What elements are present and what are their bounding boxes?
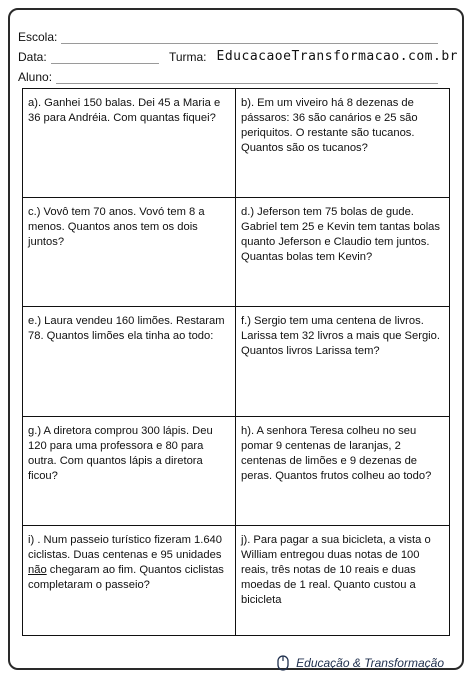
website-text: EducacaoeTransformacao.com.br xyxy=(216,49,458,64)
problem-a xyxy=(23,89,236,198)
data-label: Data: xyxy=(18,50,47,64)
problem-text: b). Em um viveiro há 8 dezenas de pássaros: 36 são canários e 25 são periquitos. O restante são tucanos. Quantos são os tucanos? xyxy=(241,97,418,154)
problem-text: i) . Num passeio turístico fizeram 1.640 ciclistas. Duas centenas e 95 unidades xyxy=(28,533,222,561)
problem-text: c.) Vovô tem 70 anos. Vovó tem 8 a menos. Quantos anos tem os dois juntos? xyxy=(28,206,205,249)
problem-j xyxy=(236,526,449,635)
problem-text: d.) Jeferson tem 75 bolas de gude. Gabriel tem 25 e Kevin tem tantas bolas quanto Jeferson e Claudio tem juntos. Quantas bolas tem Kevin? xyxy=(241,206,440,264)
problem-text-continued: chegaram ao fim. Quantos ciclistas completaram o passeio? xyxy=(28,563,224,591)
problem-i xyxy=(23,526,236,635)
data-line[interactable] xyxy=(51,51,159,64)
problem-text: f.) Sergio tem uma centena de livros. Larissa tem 32 livros a mais que Sergio. Quantos livros Larissa tem? xyxy=(241,315,440,358)
aluno-line[interactable] xyxy=(56,71,438,84)
escola-row xyxy=(18,26,438,44)
problem-d xyxy=(236,198,449,307)
problem-text: j). Para pagar a sua bicicleta, a vista o William entregou duas notas de 100 reais, três notas de 10 reais e duas moedas de 1 real. Quanto custou a bicicleta xyxy=(241,533,431,606)
escola-line[interactable] xyxy=(61,31,438,44)
problem-g xyxy=(23,417,236,526)
aluno-row xyxy=(18,66,438,84)
problem-c xyxy=(23,198,236,307)
footer-brand-text: Educação & Transformação xyxy=(296,656,444,670)
problems-grid xyxy=(22,88,450,636)
turma-label: Turma: xyxy=(168,50,207,64)
mouse-icon xyxy=(276,655,290,671)
problem-text: a). Ganhei 150 balas. Dei 45 a Maria e 36 para Andréia. Com quantas fiquei? xyxy=(28,97,221,124)
problem-b xyxy=(236,89,449,198)
escola-label: Escola: xyxy=(18,30,58,44)
problem-text: h). A senhora Teresa colheu no seu pomar 9 centenas de laranjas, 2 centenas de limões e 9 dezenas de peras. Quantos frutos colheu ao todo? xyxy=(241,424,432,482)
problem-h xyxy=(236,417,449,526)
problem-text: g.) A diretora comprou 300 lápis. Deu 120 para uma professora e 80 para outra. Com quantos lápis a diretora ficou? xyxy=(28,424,213,482)
problem-f xyxy=(236,307,449,416)
problem-e xyxy=(23,307,236,416)
data-turma-row xyxy=(18,46,458,64)
footer-brand xyxy=(276,655,444,671)
problem-text: e.) Laura vendeu 160 limões. Restaram 78. Quantos limões ela tinha ao todo: xyxy=(28,315,225,343)
problem-emphasis: não xyxy=(28,563,47,576)
aluno-label: Aluno: xyxy=(18,70,53,84)
